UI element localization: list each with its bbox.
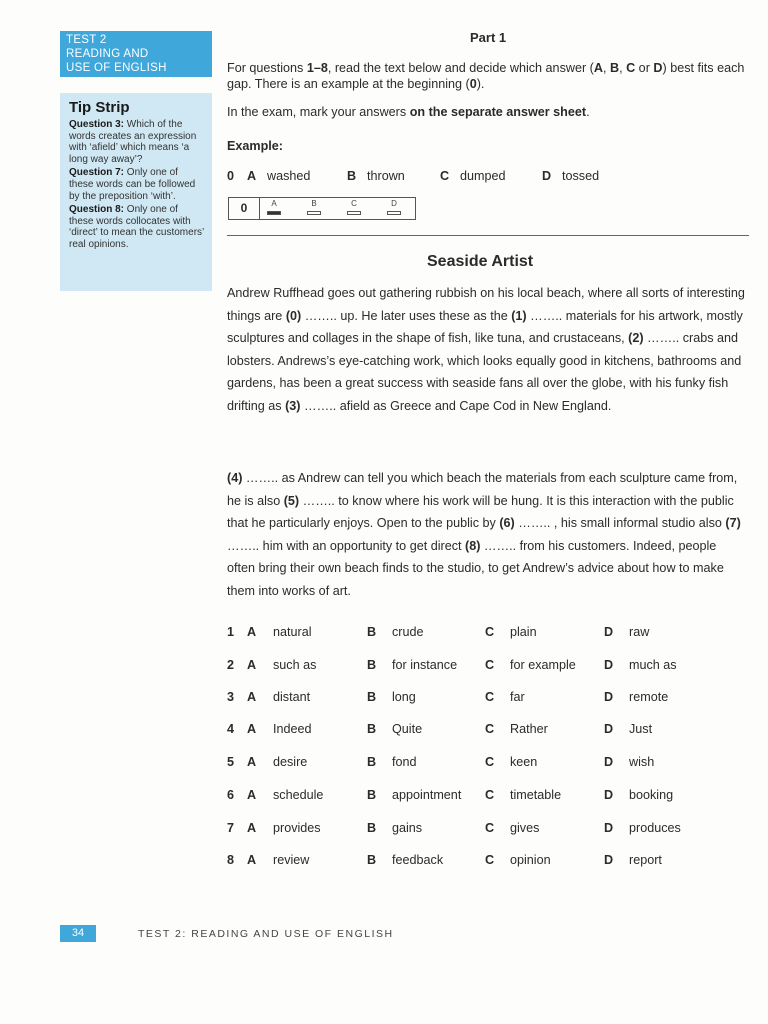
option-letter: C: [440, 169, 450, 183]
gap-number: (8): [465, 538, 481, 553]
tip-label: Question 3:: [69, 119, 125, 130]
option-letter: C: [485, 755, 495, 769]
option-text: Quite: [392, 722, 423, 736]
option-text: gains: [392, 821, 423, 835]
option-text: booking: [629, 788, 674, 802]
option-letter: C: [485, 625, 495, 639]
option-letter: C: [485, 788, 495, 802]
answer-mark: [347, 211, 361, 215]
test-title-banner: [60, 31, 212, 77]
tip-item: [69, 119, 204, 165]
option-text: Just: [629, 722, 653, 736]
question-row: [227, 755, 747, 773]
question-number: 4: [227, 722, 235, 736]
answer-mark: [387, 211, 401, 215]
option-letter: A: [247, 169, 257, 183]
option-letter: A: [247, 788, 257, 802]
option-letter: D: [542, 169, 552, 183]
option-letter: A: [247, 625, 257, 639]
exam-note-bold: on the separate answer sheet: [409, 105, 587, 119]
exam-note-text: In the exam, mark your answers: [227, 105, 410, 119]
question-number: 3: [227, 690, 235, 704]
example-label: Example:: [227, 139, 283, 153]
option-text: natural: [273, 625, 312, 639]
instr-range: 1–8: [306, 61, 328, 75]
question-row: [227, 690, 747, 708]
answer-box-option: [386, 199, 402, 215]
option-text: long: [392, 690, 416, 704]
option-letter: C: [485, 821, 495, 835]
option-letter: D: [604, 821, 614, 835]
option-letter: A: [247, 658, 257, 672]
instr-text: ).: [476, 77, 485, 91]
test-title-line: READING AND: [66, 48, 149, 60]
answer-mark-filled: [267, 211, 281, 215]
gap-number: (6): [499, 516, 515, 530]
option-letter: A: [247, 722, 257, 736]
option-text: feedback: [392, 853, 444, 867]
instr-text: ) best fits each gap. There is an example at the beginning (: [227, 61, 745, 91]
option-letter: B: [367, 821, 377, 835]
option-text: distant: [273, 690, 311, 704]
article-paragraph-1: Andrew Ruffhead goes out gathering rubbish on his local beach, where all sorts of interesting things are (0) …….. up. He later uses these as the (1) …….. materials for his artwork, mostly sculptures and collages in the shape of fish, like tuna, and crustaceans, (2) …….. crabs and lobsters. Andrews’s eye-catching work, which looks equally good in kitchens, bathrooms and gardens, has been a great success with seaside fans all over the globe, with his funky fish drifting as (3) …….. afield as Greece and Cape Cod in New England.: [227, 286, 745, 413]
option-text: such as: [273, 658, 317, 672]
question-row: [227, 853, 747, 871]
tip-label: Question 7:: [69, 167, 125, 179]
option-letter: B: [367, 625, 377, 639]
instr-text: , read the text below and decide which answer (: [327, 61, 594, 75]
option-text: report: [629, 853, 662, 867]
question-row: [227, 625, 747, 643]
option-letter: B: [367, 788, 377, 802]
option-text: for example: [510, 658, 576, 672]
option-text: washed: [267, 169, 311, 183]
option-letter: C: [485, 853, 495, 867]
answer-mark: [307, 211, 321, 215]
instr-letter: D: [653, 61, 663, 75]
tip-strip-title: Tip Strip: [69, 99, 130, 116]
option-text: Rather: [510, 722, 548, 736]
tip-text: Which of the words creates an expression with ‘afield’ which means ‘a long way away’?: [69, 119, 197, 165]
answer-box-letter: C: [351, 199, 357, 208]
answer-box-letter: D: [391, 199, 397, 208]
option-text: produces: [629, 821, 681, 835]
option-letter: B: [347, 169, 357, 183]
question-row: [227, 821, 747, 839]
tip-item: [69, 204, 204, 250]
option-letter: B: [367, 722, 377, 736]
option-text: raw: [629, 625, 650, 639]
exam-note-text: .: [586, 105, 590, 119]
example-option: [347, 169, 405, 183]
option-letter: D: [604, 690, 614, 704]
option-letter: C: [485, 690, 495, 704]
question-row: [227, 788, 747, 806]
option-letter: C: [485, 722, 495, 736]
article-title: Seaside Artist: [427, 253, 534, 270]
option-text: desire: [273, 755, 308, 769]
option-text: for instance: [392, 658, 458, 672]
tip-label: Question 8:: [69, 204, 125, 216]
question-number: 5: [227, 755, 235, 769]
option-text: fond: [392, 755, 417, 769]
gap-number: (7): [725, 516, 741, 530]
option-letter: B: [367, 658, 377, 672]
option-letter: D: [604, 788, 614, 802]
option-letter: A: [247, 821, 257, 835]
exam-note: [227, 105, 590, 119]
instr-letter: C: [626, 61, 636, 75]
option-text: timetable: [510, 788, 562, 802]
option-text: plain: [510, 625, 537, 639]
question-row: [227, 722, 747, 740]
example-answer-box: [228, 197, 416, 220]
divider: [227, 235, 749, 236]
question-number: 7: [227, 821, 235, 835]
option-text: far: [510, 690, 525, 704]
option-text: review: [273, 853, 310, 867]
example-option: [542, 169, 599, 183]
option-letter: A: [247, 853, 257, 867]
option-letter: C: [485, 658, 495, 672]
option-letter: D: [604, 658, 614, 672]
option-letter: B: [367, 690, 377, 704]
option-letter: A: [247, 755, 257, 769]
option-text: keen: [510, 755, 538, 769]
option-text: Indeed: [273, 722, 312, 736]
option-text: crude: [392, 625, 424, 639]
question-number: 2: [227, 658, 235, 672]
tip-text: Only one of these words collocates with ‘direct’ to mean the customers’ real opinions.: [69, 204, 204, 250]
option-letter: B: [367, 853, 377, 867]
instructions: For questions 1–8, read the text below and decide which answer (A, B, C or D) best fits each gap. There is an example at the beginning (0).: [227, 61, 745, 91]
tip-item: [69, 167, 204, 202]
option-text: wish: [629, 755, 655, 769]
example-option: [440, 169, 506, 183]
option-text: schedule: [273, 788, 324, 802]
example-number: 0: [227, 169, 235, 183]
question-number: 8: [227, 853, 235, 867]
option-letter: D: [604, 755, 614, 769]
example-option: [247, 169, 310, 183]
page-number: 34: [60, 925, 96, 942]
option-text: thrown: [367, 169, 405, 183]
gap-number: (4): [227, 471, 243, 485]
question-number: 1: [227, 625, 235, 639]
option-letter: D: [604, 853, 614, 867]
answer-box-option: [346, 199, 362, 215]
option-text: tossed: [562, 169, 600, 183]
instr-letter: B: [609, 61, 620, 75]
test-title-line: TEST 2: [66, 34, 107, 46]
article-paragraph-2: (4) …….. as Andrew can tell you which beach the materials from each sculpture came from, he is also (5) …….. to know where his work will be hung. It is this interaction with the public that he particularly enjoys. Open to the public by (6) …….. , his small informal studio also (7) …….. him with an opportunity to get direct (8) …….. from his customers. Indeed, people often bring their own beach finds to the studio, to get Andrew’s advice about how to make them into works of art.: [227, 471, 741, 598]
option-letter: D: [604, 722, 614, 736]
gap-number: (5): [283, 493, 300, 508]
tip-strip: [60, 93, 212, 291]
answer-box-option: [306, 199, 322, 215]
gap-number: (2): [628, 331, 644, 345]
answer-box-letter: A: [271, 199, 277, 208]
answer-box-number: 0: [229, 198, 260, 219]
tip-text: Only one of these words can be followed by the preposition ‘with’.: [69, 167, 196, 202]
part-title: Part 1: [470, 30, 507, 45]
option-letter: A: [247, 690, 257, 704]
footer-text: TEST 2: READING AND USE OF ENGLISH: [138, 928, 394, 940]
option-letter: B: [367, 755, 377, 769]
answer-box-letter: B: [311, 199, 317, 208]
gap-number: (0): [285, 308, 302, 323]
question-row: [227, 658, 747, 676]
option-text: remote: [629, 690, 669, 704]
option-text: dumped: [460, 169, 506, 183]
option-text: opinion: [510, 853, 551, 867]
option-letter: D: [604, 625, 614, 639]
test-title-line: USE OF ENGLISH: [66, 62, 167, 74]
instr-letter: A: [593, 61, 603, 75]
instr-text: For questions: [227, 61, 307, 75]
option-text: provides: [273, 821, 321, 835]
gap-number: (1): [511, 308, 527, 323]
option-text: much as: [629, 658, 677, 672]
answer-box-option: [266, 199, 282, 215]
option-text: appointment: [392, 788, 462, 802]
question-number: 6: [227, 788, 235, 802]
gap-number: (3): [285, 398, 301, 413]
option-text: gives: [510, 821, 540, 835]
instr-zero: 0: [469, 77, 477, 91]
